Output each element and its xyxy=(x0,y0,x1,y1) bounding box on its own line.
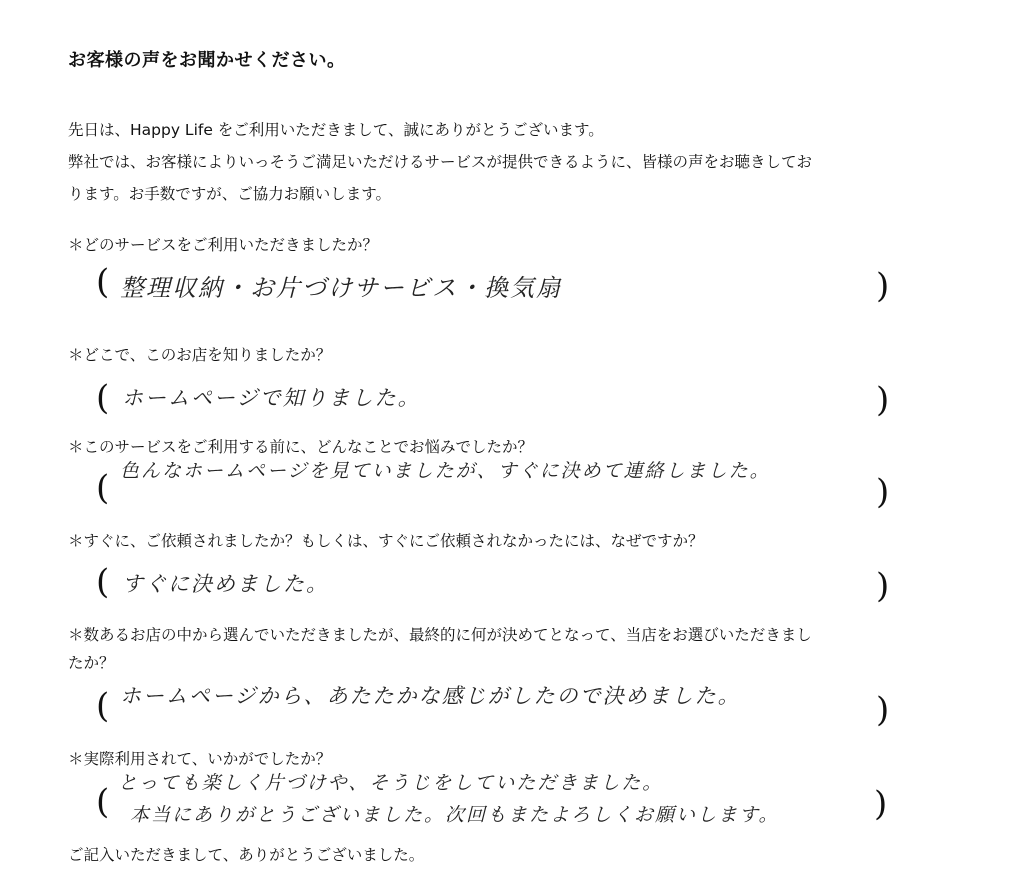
answer-1-close-paren: ) xyxy=(876,266,890,306)
answer-3-close-paren: ) xyxy=(876,472,890,512)
answer-4-close-paren: ) xyxy=(876,566,890,606)
question-5-line-2: たか？ xyxy=(68,654,115,672)
answer-6-close-paren: ) xyxy=(874,784,888,824)
intro-line-1: 先日は、Happy Life をご利用いただきまして、誠にありがとうございます。 xyxy=(68,121,604,139)
answer-4-open-paren: ( xyxy=(96,562,110,602)
question-1: ＊どのサービスをご利用いただきましたか？ xyxy=(68,236,379,254)
page-title: お客様の声をお聞かせください。 xyxy=(68,50,346,71)
question-3: ＊このサービスをご利用する前に、どんなことでお悩みでしたか？ xyxy=(68,438,534,456)
answer-5-close-paren: ) xyxy=(876,690,890,730)
question-5 xyxy=(68,622,998,676)
intro-line-2: 弊社では、お客様によりいっそうご満足いただけるサービスが提供できるように、皆様の声をお聴きしてお xyxy=(68,153,813,171)
intro-line-3: ります。お手数ですが、ご協力お願いします。 xyxy=(68,185,392,203)
answer-2-open-paren: ( xyxy=(96,378,110,418)
answer-2-close-paren: ) xyxy=(876,380,890,420)
question-2: ＊どこで、このお店を知りましたか？ xyxy=(68,346,332,364)
answer-5-open-paren: ( xyxy=(96,686,110,726)
answer-3-open-paren: ( xyxy=(96,468,110,508)
closing-text: ご記入いただきまして、ありがとうございました。 xyxy=(68,846,425,864)
answer-3-handwriting: 色んなホームページを見ていましたが、すぐに決めて連絡しました。 xyxy=(120,460,771,482)
answer-6-handwriting-line-2: 本当にありがとうございました。次回もまたよろしくお願いします。 xyxy=(130,804,780,826)
answer-2-handwriting: ホームページで知りました。 xyxy=(122,386,421,410)
answer-6-handwriting-line-1: とっても楽しく片づけや、そうじをしていただきました。 xyxy=(118,772,664,794)
answer-5-handwriting: ホームページから、あたたかな感じがしたので決めました。 xyxy=(120,684,741,708)
answer-6-open-paren: ( xyxy=(96,782,110,822)
question-4: ＊すぐに、ご依頼されましたか？もしくは、すぐにご依頼されなかったには、なぜですか？ xyxy=(68,532,704,550)
answer-4-handwriting: すぐに決めました。 xyxy=(122,572,329,596)
answer-1-open-paren: ( xyxy=(96,262,110,302)
intro-text xyxy=(68,114,988,210)
question-6: ＊実際利用されて、いかがでしたか？ xyxy=(68,750,332,768)
answer-1-handwriting: 整理収納・お片づけサービス・換気扇 xyxy=(120,274,562,302)
question-5-line-1: ＊数あるお店の中から選んでいただきましたが、最終的に何が決めてとなって、当店をお選びいただきまし xyxy=(68,626,812,644)
